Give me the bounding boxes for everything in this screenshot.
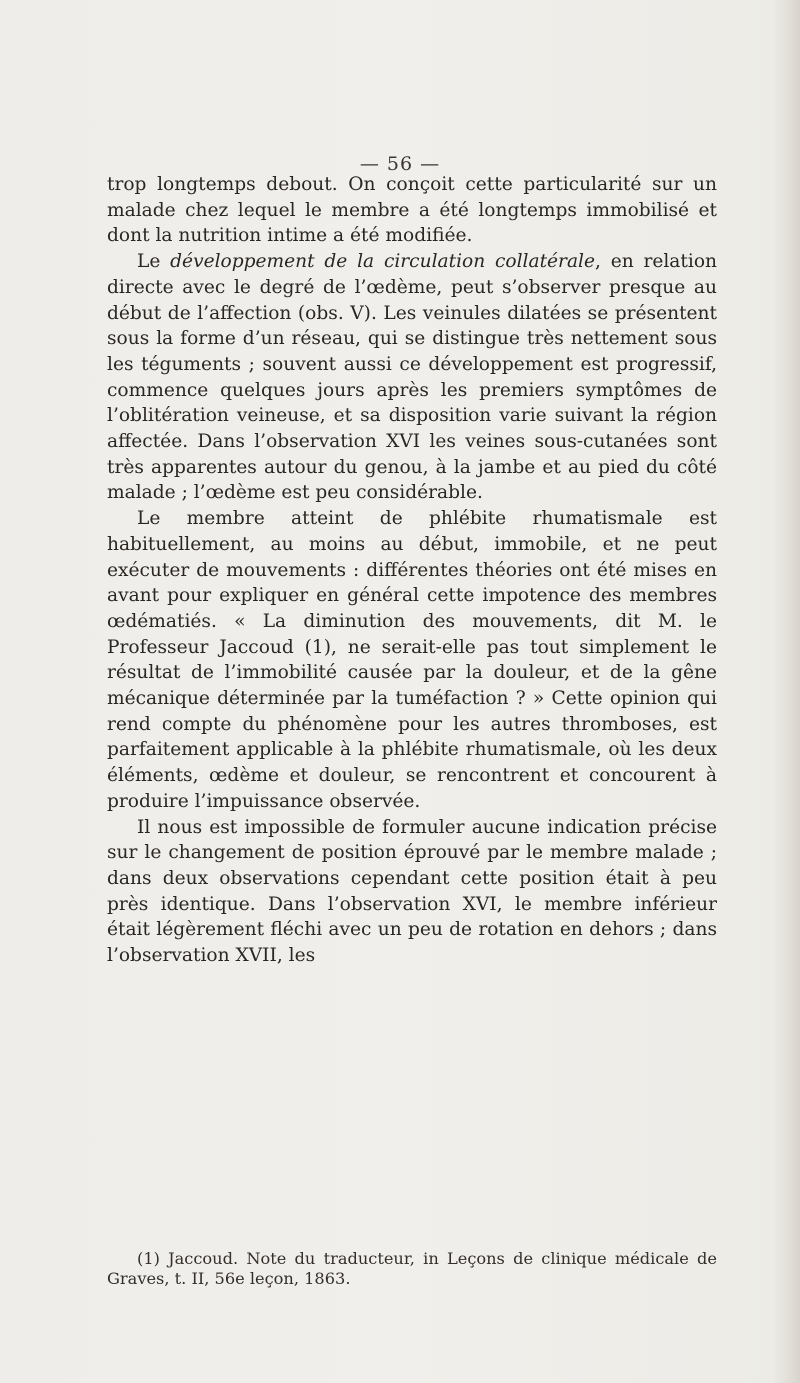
italic-phrase: développement de la circulation collatérale [170,251,595,273]
paragraph-4: Il nous est impossible de formuler aucune indication précise sur le changement de position éprouvé par le membre malade ; dans deux observations cependant cette position était à peu près identique. Dans l’observation XVI, le membre inférieur était légèrement fléchi avec un peu de rotation en dehors ; dans l’observation XVII, les [107,816,717,967]
paragraph-1: trop longtemps debout. On conçoit cette particularité sur un malade chez lequel le membre a été longtemps immobilisé et dont la nutrition intime a été modifiée. [107,174,717,247]
page-edge-shadow [772,0,800,1383]
footnote-text: (1) Jaccoud. Note du traducteur, in Leçons de clinique médicale de Graves, t. II, 56e leçon, 1863. [107,1249,717,1288]
footnote [107,1249,717,1289]
paragraph-2: Le développement de la circulation collatérale, en relation directe avec le degré de l’œdème, peut s’observer presque au début de l’affection (obs. V). Les veinules dilatées se présentent sous la forme d’un réseau, qui se distingue très nettement sous les téguments ; souvent aussi ce développement est progressif, commence quelques jours après les premiers symptômes de l’oblitération veineuse, et sa disposition varie suivant la région affectée. Dans l’observation XVI les veines sous-cutanées sont très apparentes autour du genou, à la jambe et au pied du côté malade ; l’œdème est peu considérable. [107,251,717,504]
body-text [107,172,717,969]
page-number: — 56 — [359,153,441,175]
paragraph-3: Le membre atteint de phlébite rhumatismale est habituellement, au moins au début, immobile, et ne peut exécuter de mouvements : différentes théories ont été mises en avant pour expliquer en général cette impotence des membres œdématiés. « La diminution des mouvements, dit M. le Professeur Jaccoud (1), ne serait-elle pas tout simplement le résultat de l’immobilité causée par la douleur, et de la gêne mécanique déterminée par la tuméfaction ? » Cette opinion qui rend compte du phénomène pour les autres thromboses, est parfaitement applicable à la phlébite rhumatismale, où les deux éléments, œdème et douleur, se rencontrent et concourent à produire l’impuissance observée. [107,508,717,812]
